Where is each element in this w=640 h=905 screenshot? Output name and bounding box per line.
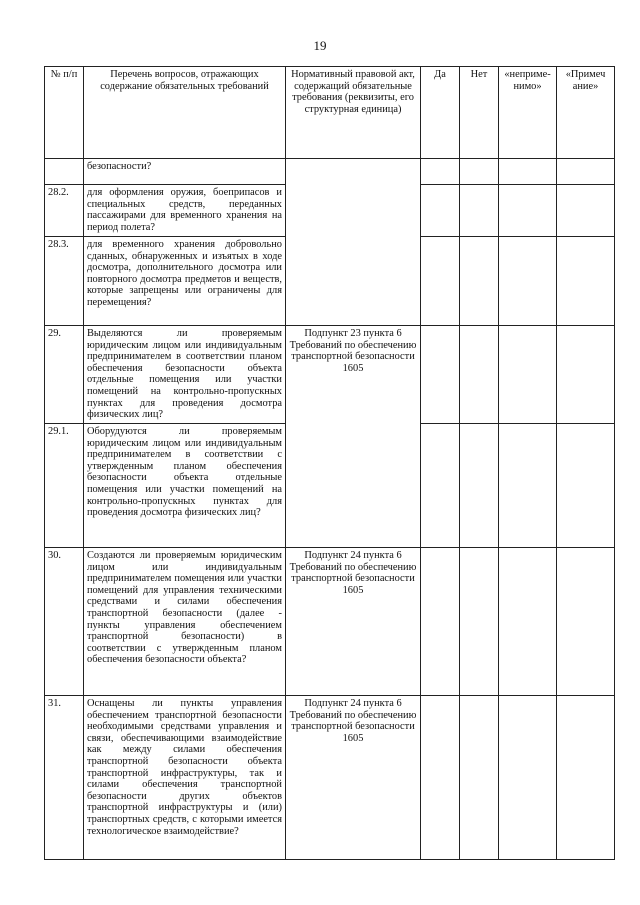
answer-na-cell[interactable] [499, 696, 557, 860]
answer-no-cell[interactable] [460, 548, 499, 696]
row-normative-act: Подпункт 24 пункта 6 Требований по обеспечению транспортной безопасности 1605 [286, 696, 421, 860]
answer-no-cell[interactable] [460, 326, 499, 424]
row-question: Оснащены ли пункты управления обеспечением транспортной безопасности необходимыми средствами управления и связи, обеспечивающими взаимодействие как между силами обеспечения транспортной безопасности объекта транспортной инфраструктуры, так и силами обеспечения транспортной безопасности других объектов транспортной инфраструктуры и (или) транспортных средств, с которыми имеется технологическое взаимодействие? [84, 696, 286, 860]
table-row [45, 696, 615, 860]
note-cell[interactable] [557, 696, 615, 860]
header-not-applicable: «неприме-нимо» [499, 67, 557, 159]
note-cell[interactable] [557, 548, 615, 696]
row-question: Оборудуются ли проверяемым юридическим лицом или индивидуальным предпринимателем в соответствии с утвержденным планом обеспечения безопасности объекта отдельные помещения или участки помещений на контрольно-пропускных пунктах для проведения досмотра физических лиц? [84, 424, 286, 548]
answer-no-cell[interactable] [460, 159, 499, 185]
row-number: 29. [45, 326, 84, 424]
row-question: Создаются ли проверяемым юридическим лицом или индивидуальным предпринимателем помещения или участки помещений для управления техническими средствами и силами обеспечения транспортной безопасности (далее - пункты управления обеспечением транспортной безопасности) в соответствии с утвержденным планом обеспечения безопасности объекта? [84, 548, 286, 696]
answer-na-cell[interactable] [499, 159, 557, 185]
row-question: безопасности? [84, 159, 286, 185]
answer-yes-cell[interactable] [421, 185, 460, 237]
row-question: для временного хранения добровольно сданных, обнаруженных и изъятых в ходе досмотра, дополнительного досмотра или повторного досмотра предметов и веществ, которые запрещены или ограничены для перемещения? [84, 237, 286, 326]
answer-no-cell[interactable] [460, 185, 499, 237]
header-note: «Примеч ание» [557, 67, 615, 159]
table-row [45, 326, 615, 424]
answer-yes-cell[interactable] [421, 159, 460, 185]
header-number: № п/п [45, 67, 84, 159]
answer-no-cell[interactable] [460, 237, 499, 326]
row-number [45, 159, 84, 185]
row-question: Выделяются ли проверяемым юридическим лицом или индивидуальным предпринимателем в соответствии планом обеспечения безопасности объекта отдельные помещения или участки помещений на контрольно-пропускных пунктах для проведения досмотра физических лиц? [84, 326, 286, 424]
note-cell[interactable] [557, 424, 615, 548]
header-yes: Да [421, 67, 460, 159]
row-normative-act: Подпункт 24 пункта 6 Требований по обеспечению транспортной безопасности 1605 [286, 548, 421, 696]
header-normative-act: Нормативный правовой акт, содержащий обязательные требования (реквизиты, его структурная единица) [286, 67, 421, 159]
answer-no-cell[interactable] [460, 424, 499, 548]
row-number: 28.3. [45, 237, 84, 326]
row-number: 29.1. [45, 424, 84, 548]
table-row [45, 159, 615, 185]
answer-yes-cell[interactable] [421, 548, 460, 696]
table-row [45, 548, 615, 696]
answer-na-cell[interactable] [499, 548, 557, 696]
answer-na-cell[interactable] [499, 326, 557, 424]
answer-na-cell[interactable] [499, 185, 557, 237]
answer-yes-cell[interactable] [421, 424, 460, 548]
row-act-empty [286, 159, 421, 326]
answer-yes-cell[interactable] [421, 326, 460, 424]
answer-no-cell[interactable] [460, 696, 499, 860]
row-number: 28.2. [45, 185, 84, 237]
note-cell[interactable] [557, 326, 615, 424]
row-question: для оформления оружия, боеприпасов и специальных средств, переданных пассажирами для временного хранения на период полета? [84, 185, 286, 237]
note-cell[interactable] [557, 159, 615, 185]
answer-yes-cell[interactable] [421, 237, 460, 326]
row-number: 31. [45, 696, 84, 860]
row-number: 30. [45, 548, 84, 696]
row-normative-act: Подпункт 23 пункта 6 Требований по обеспечению транспортной безопасности 1605 [286, 326, 421, 548]
answer-na-cell[interactable] [499, 237, 557, 326]
note-cell[interactable] [557, 185, 615, 237]
header-no: Нет [460, 67, 499, 159]
answer-yes-cell[interactable] [421, 696, 460, 860]
requirements-checklist-table [44, 66, 615, 860]
answer-na-cell[interactable] [499, 424, 557, 548]
header-row [45, 67, 615, 159]
header-questions: Перечень вопросов, отражающих содержание обязательных требований [84, 67, 286, 159]
note-cell[interactable] [557, 237, 615, 326]
page-number: 19 [313, 38, 327, 53]
